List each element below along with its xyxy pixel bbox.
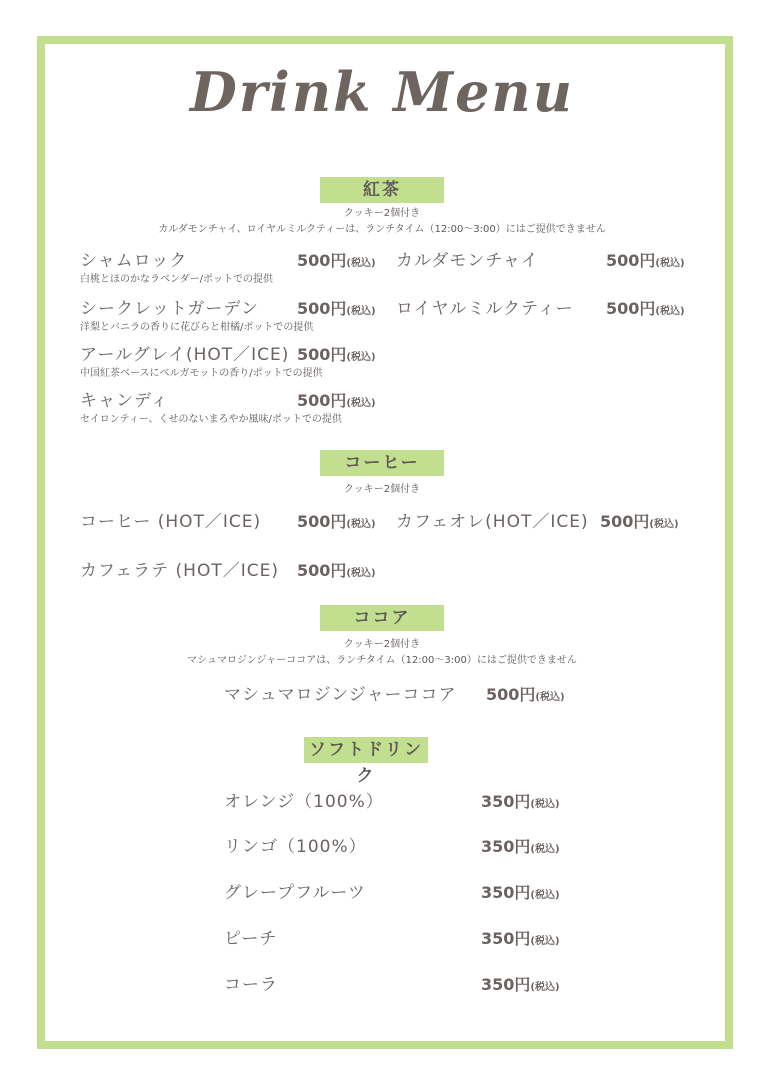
menu-item-name: ロイヤルミルクティー bbox=[396, 299, 574, 319]
section-note-coffee: クッキー2個付き bbox=[343, 484, 421, 495]
menu-item-name: キャンディ bbox=[80, 391, 169, 411]
menu-item-name: マシュマロジンジャーココア bbox=[224, 685, 457, 705]
menu-item-description: 白桃とほのかなラベンダー/ポットでの提供 bbox=[80, 274, 273, 285]
menu-item-name: ピーチ bbox=[224, 929, 278, 949]
menu-item-price: 350円(税込) bbox=[481, 883, 560, 902]
menu-item-price: 500円(税込) bbox=[606, 251, 685, 270]
menu-item-description: 洋梨とバニラの香りに花びらと柑橘/ポットでの提供 bbox=[80, 322, 314, 333]
menu-item-name: コーヒー (HOT／ICE) bbox=[80, 512, 262, 532]
menu-item-name: グレープフルーツ bbox=[224, 883, 366, 903]
menu-item-price: 500円(税込) bbox=[486, 685, 565, 704]
menu-item-name: カルダモンチャイ bbox=[396, 251, 539, 271]
menu-item-price: 500円(税込) bbox=[297, 299, 376, 318]
menu-item-name: カフェラテ (HOT／ICE) bbox=[80, 561, 279, 581]
menu-item-name: コーラ bbox=[224, 975, 278, 995]
menu-item-price: 500円(税込) bbox=[297, 391, 376, 410]
menu-item-price: 350円(税込) bbox=[481, 837, 560, 856]
menu-item-price: 500円(税込) bbox=[297, 561, 376, 580]
menu-item-price: 350円(税込) bbox=[481, 975, 560, 994]
menu-item-price: 500円(税込) bbox=[297, 512, 376, 531]
menu-item-name: シークレットガーデン bbox=[80, 299, 259, 319]
menu-item-name: リンゴ（100%） bbox=[224, 837, 367, 857]
section-note-tea: クッキー2個付き bbox=[343, 208, 421, 219]
section-note-tea-lunch: カルダモンチャイ、ロイヤルミルクティーは、ランチタイム（12:00〜3:00）にはご提供できません bbox=[158, 224, 606, 235]
section-note-cocoa: クッキー2個付き bbox=[343, 639, 421, 650]
section-label-coffee: コーヒー bbox=[320, 450, 444, 476]
menu-item-name: オレンジ（100%） bbox=[224, 792, 384, 812]
menu-title: Drink Menu bbox=[190, 60, 574, 124]
menu-item-price: 350円(税込) bbox=[481, 792, 560, 811]
section-note-cocoa-lunch: マシュマロジンジャーココアは、ランチタイム（12:00〜3:00）にはご提供できません bbox=[187, 655, 577, 666]
menu-item-description: セイロンティー、くせのないまろやか風味/ポットでの提供 bbox=[80, 414, 342, 425]
section-label-cocoa: ココア bbox=[320, 605, 444, 631]
menu-item-price: 500円(税込) bbox=[297, 251, 376, 270]
menu-item-name: カフェオレ(HOT／ICE) bbox=[396, 512, 589, 532]
menu-item-name: シャムロック bbox=[80, 251, 188, 271]
menu-item-price: 350円(税込) bbox=[481, 929, 560, 948]
section-label-soft-drink: ソフトドリンク bbox=[304, 737, 428, 763]
section-label-tea: 紅茶 bbox=[320, 177, 444, 203]
menu-item-price: 500円(税込) bbox=[606, 299, 685, 318]
menu-item-price: 500円(税込) bbox=[600, 512, 679, 531]
menu-item-description: 中国紅茶ベースにベルガモットの香り/ポットでの提供 bbox=[80, 368, 323, 379]
menu-item-name: アールグレイ(HOT／ICE) bbox=[80, 345, 290, 365]
menu-item-price: 500円(税込) bbox=[297, 345, 376, 364]
